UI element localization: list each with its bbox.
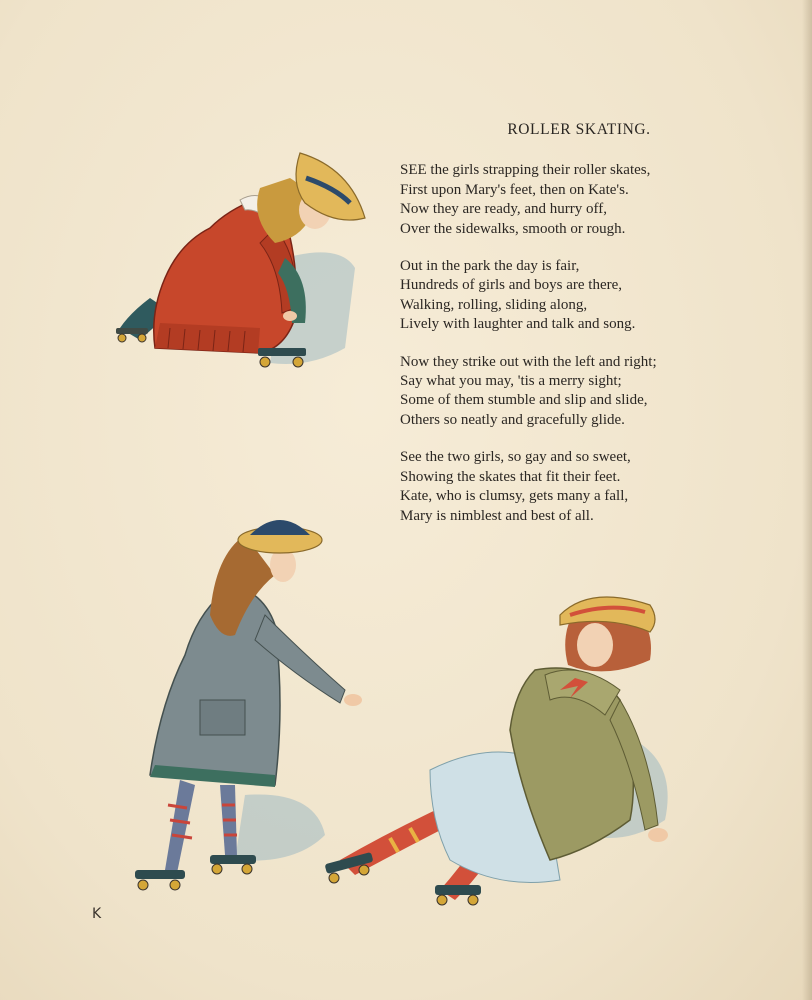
stanza-1	[400, 161, 720, 239]
poem-line: Some of them stumble and slip and slide,	[400, 392, 648, 409]
poem-line: Showing the skates that fit their feet.	[400, 468, 621, 485]
poem-line: Hundreds of girls and boys are there,	[400, 277, 623, 294]
poem-line: Mary is nimblest and best of all.	[400, 507, 594, 524]
girl-fallen-illustration	[320, 590, 690, 910]
stanza-3	[400, 353, 720, 431]
poem-line: Out in the park the day is fair,	[400, 258, 580, 275]
page-gutter	[802, 0, 812, 1000]
stanza-2	[400, 257, 720, 335]
poem-line: See the two girls, so gay and so sweet,	[400, 449, 631, 466]
poem-line: Lively with laughter and talk and song.	[400, 316, 636, 333]
poem-line: Kate, who is clumsy, gets many a fall,	[400, 488, 629, 505]
poem-line: Now they are ready, and hurry off,	[400, 201, 608, 218]
artist-monogram: K	[92, 906, 102, 922]
poem-title: ROLLER SKATING.	[507, 121, 651, 138]
stanza-4	[400, 448, 720, 526]
girl-kneeling-illustration	[110, 148, 370, 383]
poem-line: SEE the girls strapping their roller skates,	[400, 162, 651, 179]
poem-line: First upon Mary's feet, then on Kate's.	[400, 181, 629, 198]
poem	[400, 120, 720, 544]
poem-line: Others so neatly and gracefully glide.	[400, 411, 625, 428]
poem-line: Say what you may, 'tis a merry sight;	[400, 373, 622, 390]
poem-line: Walking, rolling, sliding along,	[400, 296, 588, 313]
poem-line: Now they strike out with the left and right;	[400, 353, 657, 370]
poem-line: Over the sidewalks, smooth or rough.	[400, 220, 626, 237]
